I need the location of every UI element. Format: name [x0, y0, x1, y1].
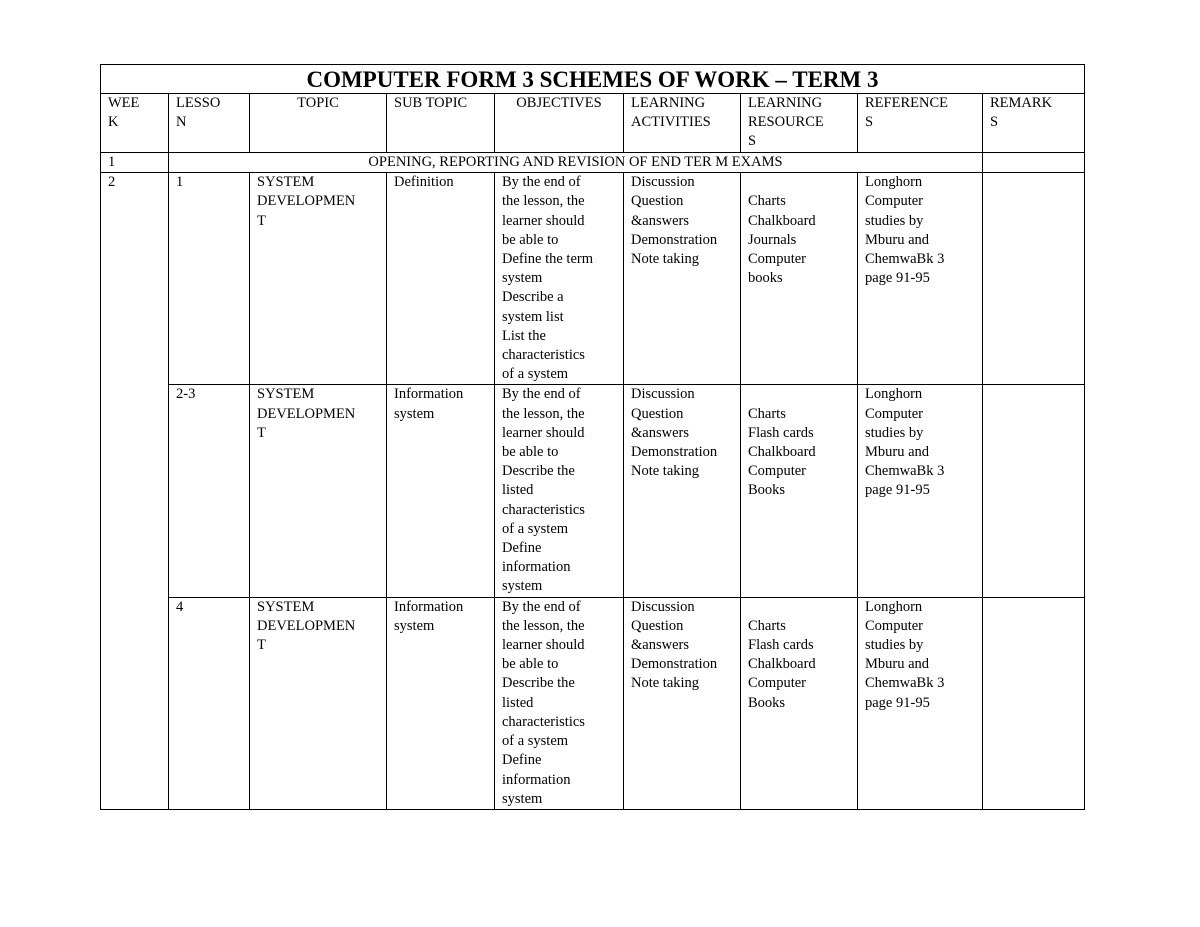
table-row	[101, 597, 1085, 809]
text-line: be able to	[502, 444, 559, 461]
text-line: Question	[631, 193, 684, 210]
text-line: &answers	[631, 424, 689, 441]
document-title: COMPUTER FORM 3 SCHEMES OF WORK – TERM 3	[101, 65, 1085, 94]
text-line: system	[502, 578, 543, 595]
text-line: DEVELOPMEN	[257, 405, 356, 422]
text-line: system	[502, 790, 543, 807]
text-line: Computer	[865, 617, 923, 634]
text-line: Computer	[748, 463, 806, 480]
text-line: TOPIC	[297, 95, 339, 111]
sub-topic-cell	[387, 173, 495, 385]
activities-cell	[624, 385, 741, 597]
text-line: REFERENCE	[865, 95, 948, 111]
text-line: Mburu and	[865, 656, 930, 673]
header-sub-topic	[387, 94, 495, 153]
resources-cell	[741, 385, 858, 597]
topic-cell	[250, 173, 387, 385]
text-line: By the end of	[502, 174, 581, 191]
header-objectives	[495, 94, 624, 153]
table-row	[101, 385, 1085, 597]
text-line: Describe the	[502, 675, 575, 692]
text-line: learner should	[502, 424, 585, 441]
remarks-cell	[983, 385, 1085, 597]
text-line: Charts	[748, 405, 786, 422]
text-line: T	[257, 637, 266, 654]
text-line: REMARK	[990, 95, 1053, 111]
text-line	[748, 173, 850, 192]
objectives-cell	[495, 173, 624, 385]
text-line: Chalkboard	[748, 212, 816, 229]
remarks-cell	[983, 597, 1085, 809]
title-row	[101, 65, 1085, 94]
text-line: Discussion	[631, 174, 695, 191]
text-line: WEE	[108, 95, 140, 111]
text-line: Charts	[748, 617, 786, 634]
topic-cell	[250, 385, 387, 597]
text-line: SYSTEM	[257, 386, 315, 403]
text-line: &answers	[631, 212, 689, 229]
text-line: By the end of	[502, 386, 581, 403]
header-learning-activities	[624, 94, 741, 153]
text-line: studies by	[865, 637, 924, 654]
text-line: SUB TOPIC	[394, 95, 468, 111]
objectives-cell	[495, 597, 624, 809]
text-line: ACTIVITIES	[631, 114, 711, 131]
text-line: Note taking	[631, 463, 700, 480]
text-line: Demonstration	[631, 656, 718, 673]
text-line: Chalkboard	[748, 444, 816, 461]
activities-cell	[624, 173, 741, 385]
text-line: Note taking	[631, 675, 700, 692]
text-line: characteristics	[502, 501, 585, 518]
text-line: Question	[631, 617, 684, 634]
remarks-cell	[983, 173, 1085, 385]
text-line: K	[108, 114, 119, 131]
text-line: Discussion	[631, 598, 695, 615]
text-line: Books	[748, 694, 786, 711]
text-line: By the end of	[502, 598, 581, 615]
text-line: Define	[502, 752, 542, 769]
text-line: ChemwaBk 3	[865, 675, 945, 692]
text-line: S	[865, 114, 874, 131]
objectives-cell	[495, 385, 624, 597]
text-line: LEARNING	[748, 95, 823, 111]
header-week	[101, 94, 169, 153]
text-line: DEVELOPMEN	[257, 193, 356, 210]
text-line: studies by	[865, 212, 924, 229]
text-line: Mburu and	[865, 231, 930, 248]
text-line: characteristics	[502, 347, 585, 364]
text-line: Question	[631, 405, 684, 422]
text-line: Define	[502, 540, 542, 557]
text-line: Flash cards	[748, 637, 814, 654]
lesson-cell: 2-3	[169, 385, 250, 597]
text-line: SYSTEM	[257, 598, 315, 615]
text-line: Demonstration	[631, 444, 718, 461]
text-line: Longhorn	[865, 598, 923, 615]
text-line: characteristics	[502, 713, 585, 730]
text-line: Computer	[748, 675, 806, 692]
text-line: be able to	[502, 231, 559, 248]
text-line: system list	[502, 308, 564, 325]
opening-row	[101, 153, 1085, 173]
text-line: LESSO	[176, 95, 221, 111]
header-lesson	[169, 94, 250, 153]
text-line: Discussion	[631, 386, 695, 403]
text-line: learner should	[502, 637, 585, 654]
text-line	[748, 598, 850, 617]
reference-cell	[858, 173, 983, 385]
text-line: Information	[394, 598, 464, 615]
text-line: studies by	[865, 424, 924, 441]
text-line: Charts	[748, 193, 786, 210]
lesson-cell: 4	[169, 597, 250, 809]
text-line: system	[502, 270, 543, 287]
text-line: Demonstration	[631, 231, 718, 248]
text-line: be able to	[502, 656, 559, 673]
text-line: the lesson, the	[502, 193, 585, 210]
text-line: listed	[502, 482, 534, 499]
text-line: N	[176, 114, 187, 131]
text-line: Note taking	[631, 251, 700, 268]
text-line: the lesson, the	[502, 405, 585, 422]
text-line: S	[748, 133, 757, 150]
text-line: page 91-95	[865, 482, 930, 499]
text-line: Books	[748, 482, 786, 499]
activities-cell	[624, 597, 741, 809]
text-line: Longhorn	[865, 386, 923, 403]
topic-cell	[250, 597, 387, 809]
lesson-cell: 1	[169, 173, 250, 385]
text-line: DEVELOPMEN	[257, 617, 356, 634]
text-line: T	[257, 212, 266, 229]
text-line: Definition	[394, 174, 454, 191]
text-line: Mburu and	[865, 444, 930, 461]
opening-week: 1	[101, 153, 169, 173]
text-line: Computer	[865, 405, 923, 422]
text-line: LEARNING	[631, 95, 706, 111]
text-line: of a system	[502, 366, 569, 383]
text-line: learner should	[502, 212, 585, 229]
text-line: Define the term	[502, 251, 593, 268]
text-line: of a system	[502, 733, 569, 750]
text-line: List the	[502, 327, 546, 344]
text-line: page 91-95	[865, 694, 930, 711]
text-line: S	[990, 114, 999, 131]
scheme-of-work-table	[100, 64, 1085, 810]
text-line: system	[394, 405, 435, 422]
header-learning-resources	[741, 94, 858, 153]
text-line: page 91-95	[865, 270, 930, 287]
text-line: Describe a	[502, 289, 564, 306]
text-line: Computer	[865, 193, 923, 210]
text-line: Longhorn	[865, 174, 923, 191]
resources-cell	[741, 597, 858, 809]
text-line: T	[257, 424, 266, 441]
reference-cell	[858, 385, 983, 597]
text-line	[748, 385, 850, 404]
text-line: the lesson, the	[502, 617, 585, 634]
text-line: ChemwaBk 3	[865, 463, 945, 480]
reference-cell	[858, 597, 983, 809]
sub-topic-cell	[387, 385, 495, 597]
header-row	[101, 94, 1085, 153]
resources-cell	[741, 173, 858, 385]
header-remarks	[983, 94, 1085, 153]
text-line: ChemwaBk 3	[865, 251, 945, 268]
text-line: Describe the	[502, 463, 575, 480]
text-line: Flash cards	[748, 424, 814, 441]
opening-text: OPENING, REPORTING AND REVISION OF END TER M EXAMS	[169, 153, 983, 173]
text-line: SYSTEM	[257, 174, 315, 191]
text-line: Chalkboard	[748, 656, 816, 673]
text-line: books	[748, 270, 783, 287]
header-topic	[250, 94, 387, 153]
text-line: Computer	[748, 251, 806, 268]
text-line: information	[502, 771, 571, 788]
sub-topic-cell	[387, 597, 495, 809]
text-line: information	[502, 559, 571, 576]
text-line: system	[394, 617, 435, 634]
table-row	[101, 173, 1085, 385]
text-line: Journals	[748, 231, 797, 248]
text-line: &answers	[631, 637, 689, 654]
opening-remarks	[983, 153, 1085, 173]
text-line: OBJECTIVES	[516, 95, 602, 111]
text-line: listed	[502, 694, 534, 711]
text-line: of a system	[502, 520, 569, 537]
week-cell: 2	[101, 173, 169, 810]
header-references	[858, 94, 983, 153]
text-line: RESOURCE	[748, 114, 824, 131]
text-line: Information	[394, 386, 464, 403]
